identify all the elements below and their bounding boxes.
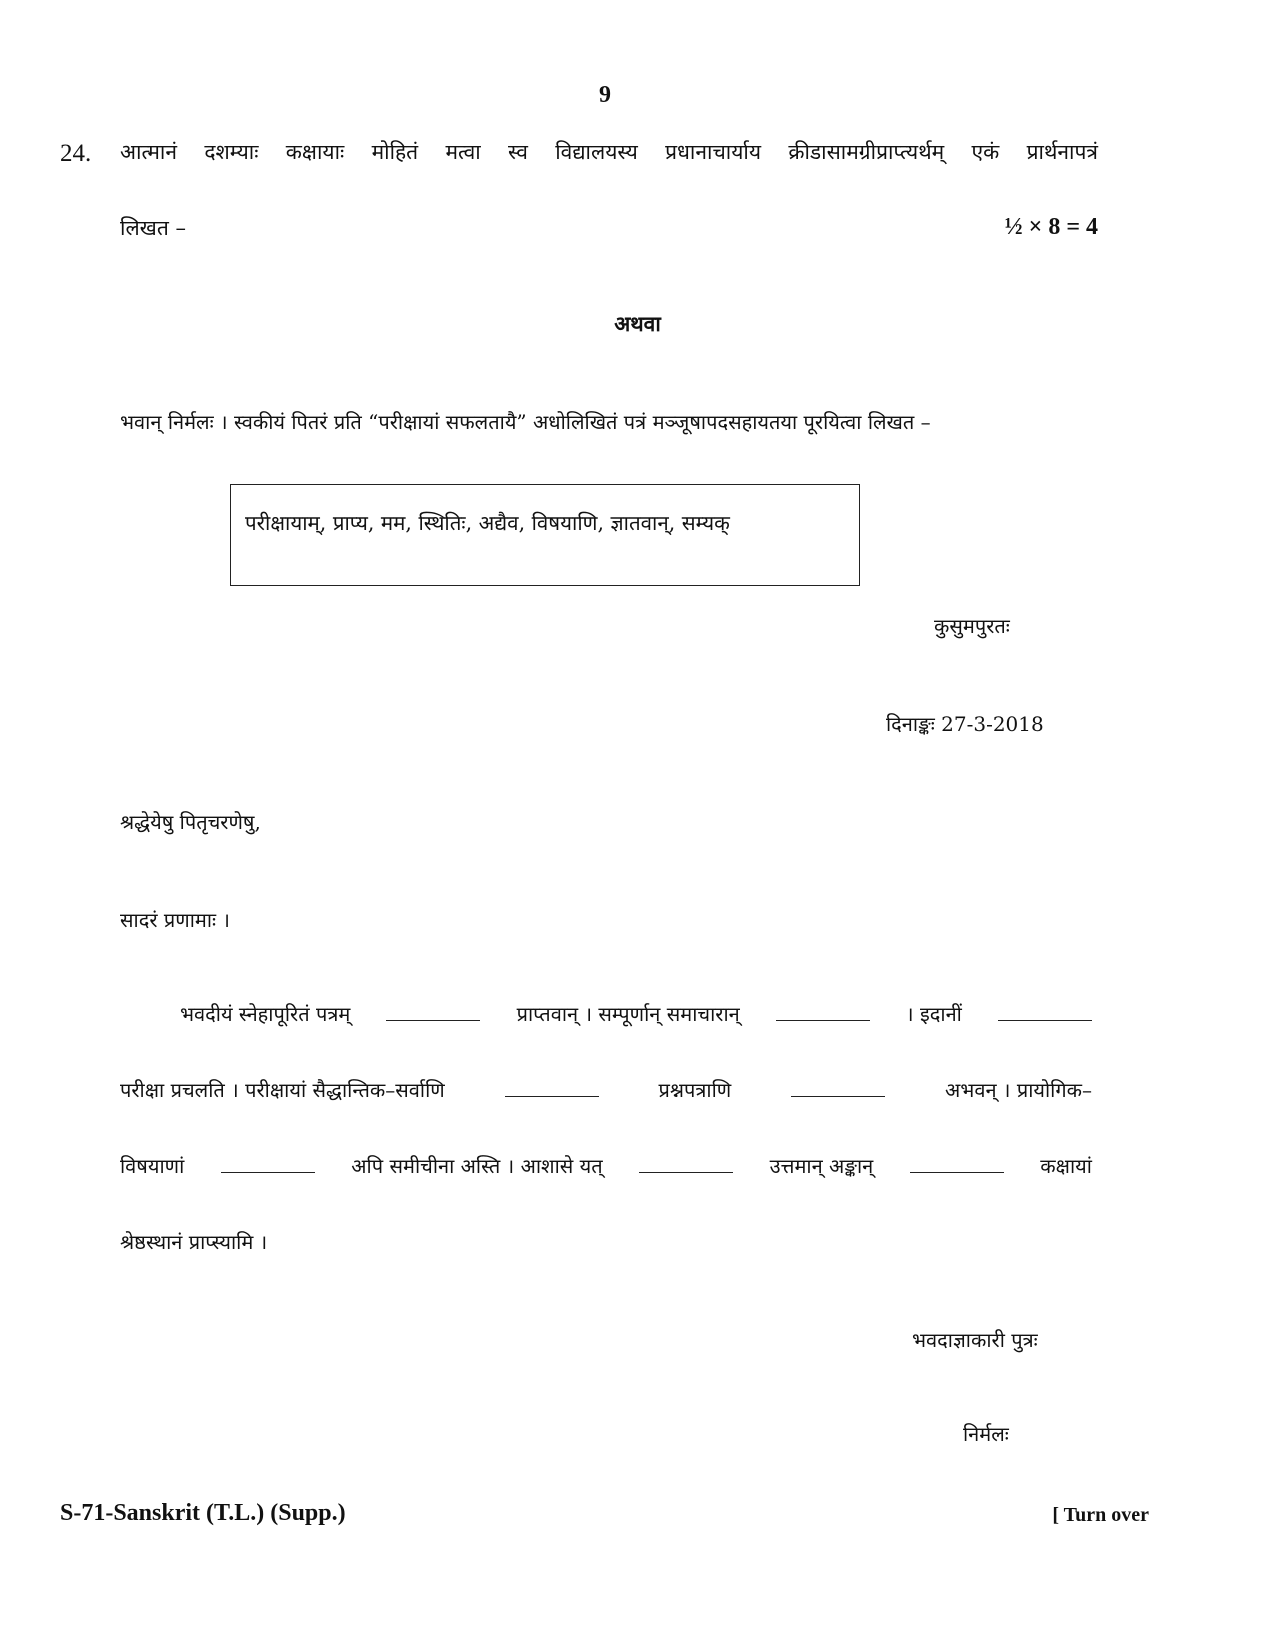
footer-turn-over: [ Turn over bbox=[1052, 1504, 1149, 1526]
marks-allocation: ½ × 8 = 4 bbox=[1004, 214, 1098, 240]
letter-greeting: सादरं प्रणामाः । bbox=[120, 908, 230, 932]
body-text: प्रश्नपत्राणि bbox=[658, 1078, 732, 1102]
body-text: उत्तमान् अङ्कान् bbox=[769, 1154, 874, 1178]
or-divider: अथवा bbox=[614, 311, 661, 336]
body-text: कक्षायां bbox=[1040, 1154, 1092, 1178]
fill-blank-2 bbox=[776, 1019, 870, 1021]
letter-date: दिनाङ्कः 27-3-2018 bbox=[886, 712, 1044, 736]
fill-blank-1 bbox=[386, 1019, 480, 1021]
page-number: 9 bbox=[599, 82, 611, 108]
letter-body-line-2 bbox=[120, 1076, 1092, 1103]
fill-blank-7 bbox=[639, 1171, 733, 1173]
body-text: । इदानीं bbox=[906, 1002, 962, 1026]
letter-place: कुसुमपुरतः bbox=[934, 614, 1010, 638]
body-text: अभवन् । प्रायोगिक– bbox=[944, 1078, 1092, 1102]
question-text-line-2: लिखत – bbox=[120, 216, 187, 240]
letter-closing: भवदाज्ञाकारी पुत्रः bbox=[912, 1328, 1038, 1352]
question-number: 24. bbox=[60, 140, 92, 167]
letter-body-line-1 bbox=[180, 1000, 1092, 1027]
body-text: परीक्षा प्रचलति । परीक्षायां सैद्धान्तिक–सर्वाणि bbox=[120, 1078, 445, 1102]
alternative-instruction: भवान् निर्मलः । स्वकीयं पितरं प्रति “परीक्षायां सफलतायै” अधोलिखितं पत्रं मञ्जूषापदसहायतया पूरयित्वा लिखत – bbox=[120, 410, 931, 434]
question-text-line-1: आत्मानं दशम्याः कक्षायाः मोहितं मत्वा स्व विद्यालयस्य प्रधानाचार्याय क्रीडासामग्रीप्राप्त्यर्थम् एकं प्रार्थनापत्रं bbox=[120, 140, 1098, 164]
fill-blank-5 bbox=[791, 1095, 885, 1097]
letter-body-line-3 bbox=[120, 1152, 1092, 1179]
letter-salutation: श्रद्धेयेषु पितृचरणेषु, bbox=[120, 810, 261, 834]
letter-signature: निर्मलः bbox=[963, 1422, 1009, 1446]
body-text: प्राप्तवान् । सम्पूर्णान् समाचारान् bbox=[516, 1002, 740, 1026]
body-text: भवदीयं स्नेहापूरितं पत्रम् bbox=[180, 1002, 351, 1026]
fill-blank-3 bbox=[998, 1019, 1092, 1021]
letter-body-line-4: श्रेष्ठस्थानं प्राप्स्यामि । bbox=[120, 1230, 268, 1254]
fill-blank-4 bbox=[505, 1095, 599, 1097]
word-box-text: परीक्षायाम्, प्राप्य, मम, स्थितिः, अद्यैव, विषयाणि, ज्ञातवान्, सम्यक् bbox=[245, 511, 730, 535]
fill-blank-8 bbox=[910, 1171, 1004, 1173]
body-text: अपि समीचीना अस्ति । आशासे यत् bbox=[351, 1154, 603, 1178]
word-box bbox=[230, 484, 860, 586]
footer-paper-code: S-71-Sanskrit (T.L.) (Supp.) bbox=[60, 1500, 346, 1526]
fill-blank-6 bbox=[221, 1171, 315, 1173]
body-text: विषयाणां bbox=[120, 1154, 185, 1178]
